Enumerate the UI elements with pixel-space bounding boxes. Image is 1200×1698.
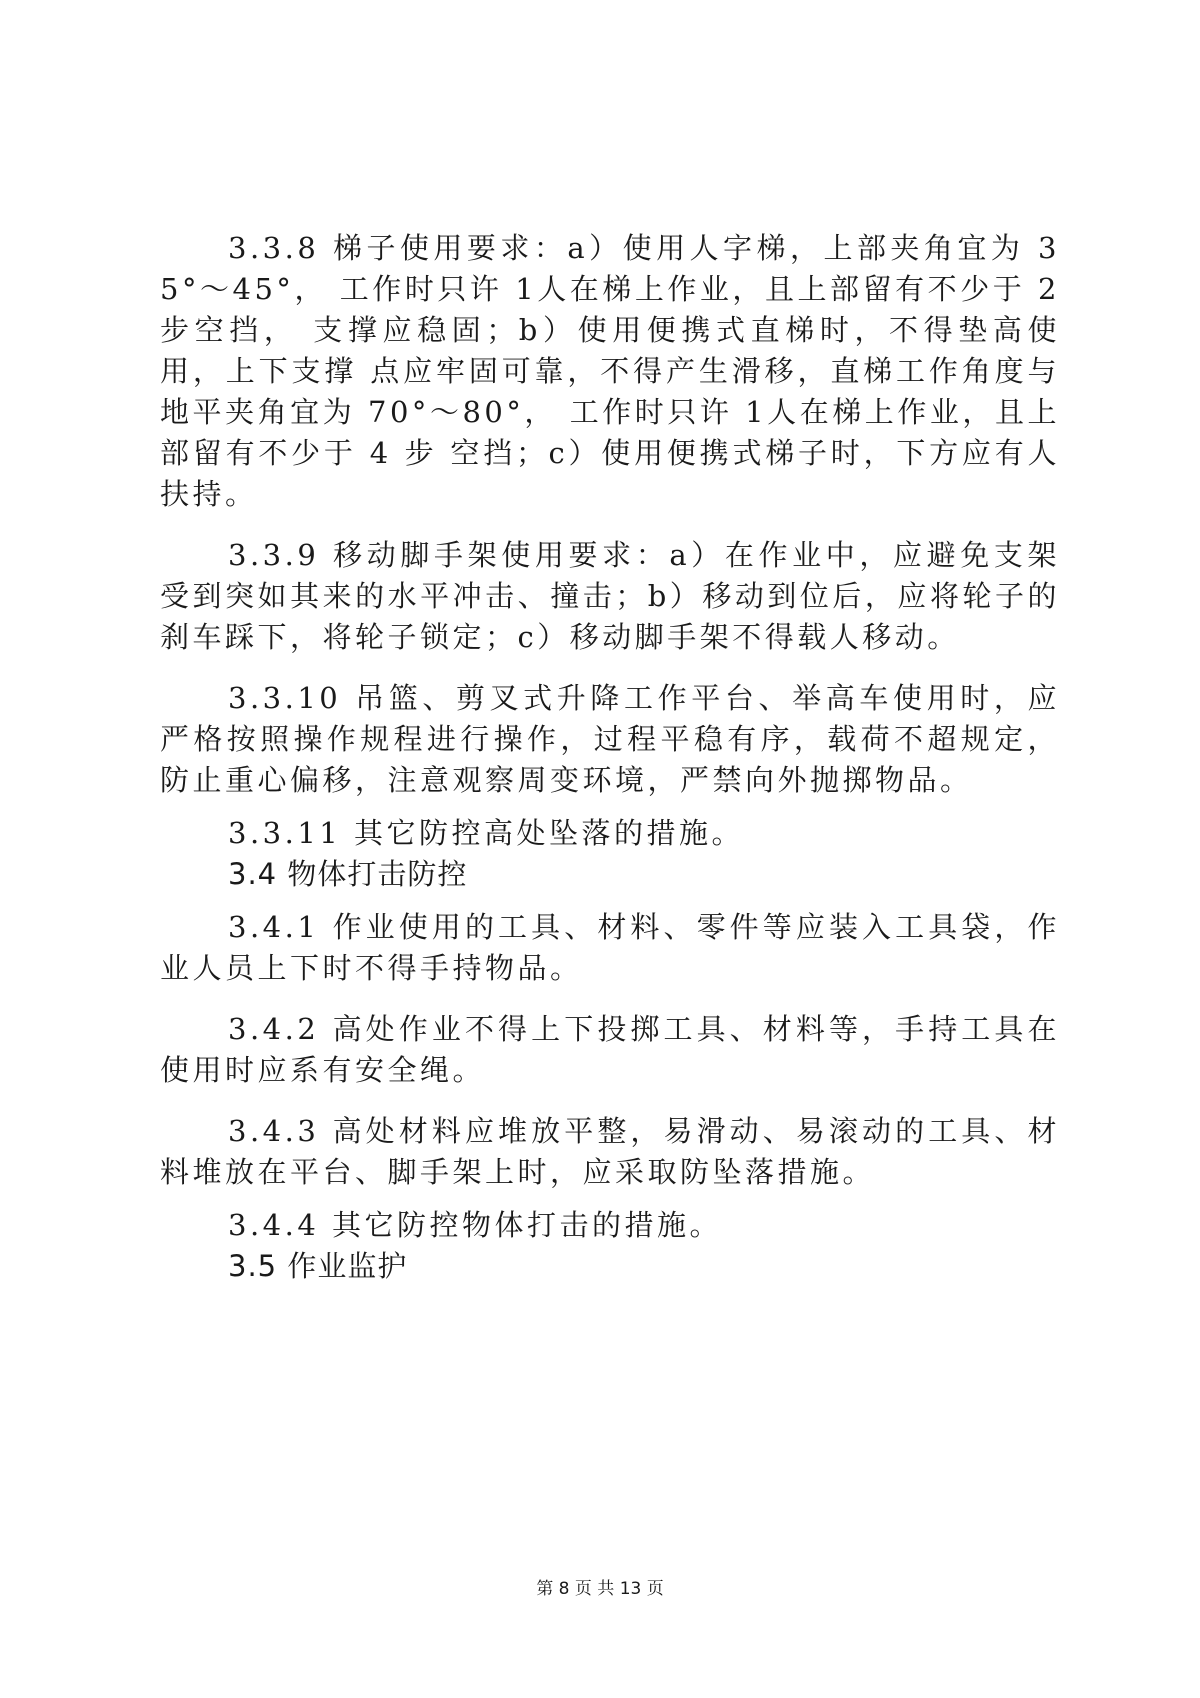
document-body [160, 228, 1060, 1287]
paragraph-3-3-8: 3.3.8 梯子使用要求：a）使用人字梯，上部夹角宜为 35°～45°， 工作时只许 1人在梯上作业，且上部留有不少于 2 步空挡， 支撑应稳固；b）使用便携式直梯时，不得垫高使用，上下支撑 点应牢固可靠，不得产生滑移，直梯工作角度与地平夹角宜为 70°～80°， 工作时只许 1人在梯上作业，且上部留有不少于 4 步 空挡；c）使用便携式梯子时，下方应有人扶持。 [160, 231, 1060, 511]
page-number-footer: 第 8 页 共 13 页 [536, 1579, 664, 1599]
paragraph-3-4-2: 3.4.2 高处作业不得上下投掷工具、材料等，手持工具在使用时应系有安全绳。 [160, 1012, 1060, 1087]
paragraph-3-4-3: 3.4.3 高处材料应堆放平整，易滑动、易滚动的工具、材料堆放在平台、脚手架上时，应采取防坠落措施。 [160, 1114, 1060, 1189]
paragraph-3-3-9: 3.3.9 移动脚手架使用要求：a）在作业中，应避免支架受到突如其来的水平冲击、撞击；b）移动到位后，应将轮子的刹车踩下，将轮子锁定；c）移动脚手架不得载人移动。 [160, 538, 1060, 654]
paragraph-3-3-10: 3.3.10 吊篮、剪叉式升降工作平台、举高车使用时，应严格按照操作规程进行操作，过程平稳有序，载荷不超规定，防止重心偏移，注意观察周变环境，严禁向外抛掷物品。 [160, 681, 1060, 797]
section-heading-3-5: 3.5 作业监护 [228, 1249, 408, 1283]
section-heading-3-4: 3.4 物体打击防控 [228, 857, 468, 891]
paragraph-3-4-4: 3.4.4 其它防控物体打击的措施。 [228, 1208, 723, 1242]
paragraph-3-4-1: 3.4.1 作业使用的工具、材料、零件等应装入工具袋，作业人员上下时不得手持物品。 [160, 910, 1060, 985]
paragraph-3-3-11: 3.3.11 其它防控高处坠落的措施。 [228, 816, 744, 850]
